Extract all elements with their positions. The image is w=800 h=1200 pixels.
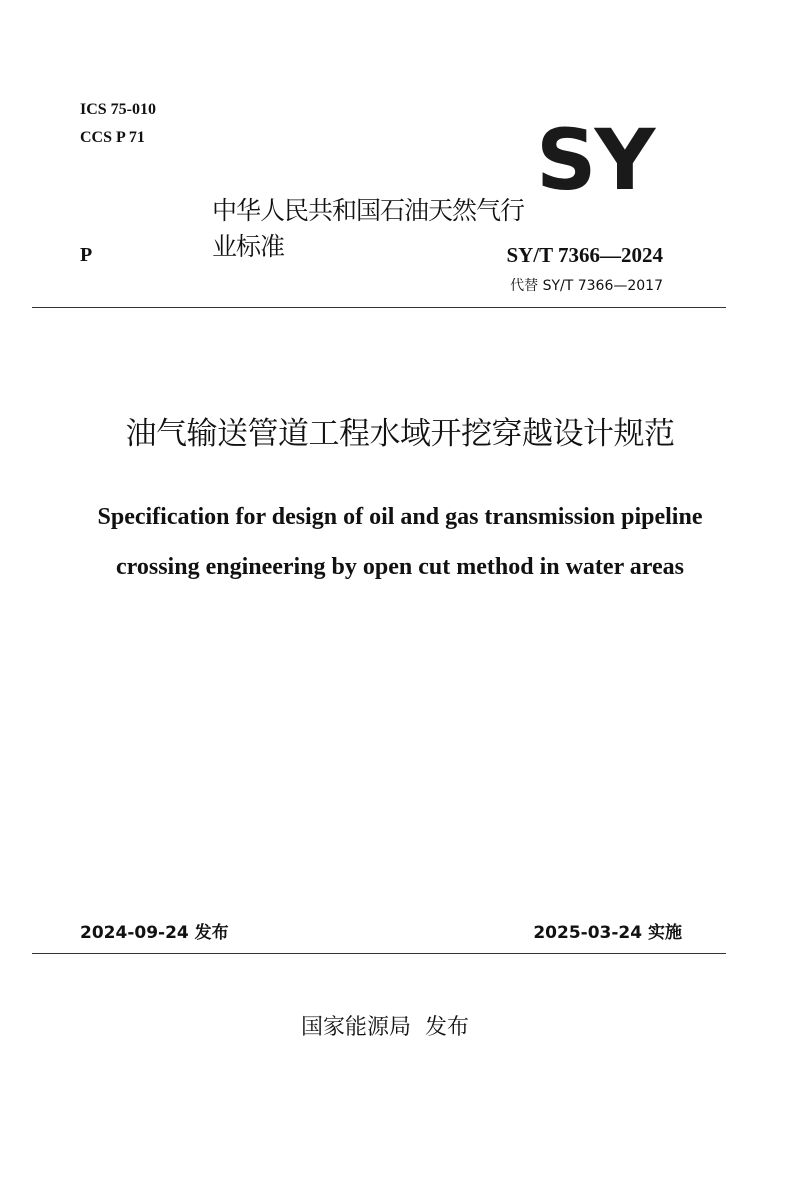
title-chinese: 油气输送管道工程水域开挖穿越设计规范 — [125, 416, 675, 452]
standard-number: SY/T 7366—2024 — [506, 243, 663, 267]
ccs-code: CCS P 71 — [80, 129, 145, 146]
implementation-date: 2025-03-24 实施 — [533, 923, 682, 943]
title-english — [40, 492, 760, 592]
category-letter: P — [80, 244, 93, 266]
publisher: 国家能源局 发布 — [301, 1015, 469, 1040]
footer-divider — [32, 953, 726, 954]
sy-logo: SY — [536, 111, 654, 209]
replaces-standard: 代替 SY/T 7366—2017 — [510, 278, 663, 294]
title-english-line-1: Specification for design of oil and gas transmission pipeline — [97, 504, 703, 530]
issue-date: 2024-09-24 发布 — [80, 923, 229, 943]
header-divider — [32, 307, 726, 308]
title-english-line-2: crossing engineering by open cut method in water areas — [116, 554, 684, 580]
ics-code: ICS 75-010 — [80, 101, 157, 118]
standard-type: 中华人民共和国石油天然气行业标准 — [212, 196, 525, 261]
classification-codes — [80, 96, 156, 152]
